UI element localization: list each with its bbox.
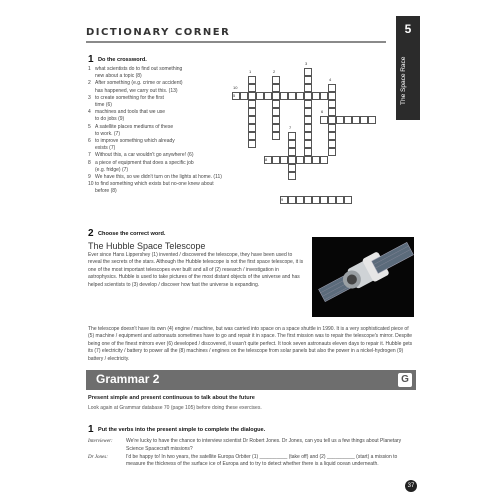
crossword-number: 5 bbox=[233, 93, 236, 98]
crossword-cell[interactable] bbox=[272, 108, 280, 116]
exercise-instruction: Put the verbs into the present simple to complete the dialogue. bbox=[98, 427, 266, 433]
clue-text: Without this, a car wouldn't go anywhere! (6) bbox=[95, 152, 194, 159]
crossword-cell[interactable] bbox=[248, 76, 256, 84]
crossword-cell[interactable] bbox=[328, 92, 336, 100]
clue-text: machines and tools that we use bbox=[95, 109, 166, 116]
crossword-cell[interactable] bbox=[368, 116, 376, 124]
clue-number: 6 bbox=[88, 138, 91, 145]
clue-text: a piece of equipment that does a specific job bbox=[95, 159, 194, 166]
crossword-cell[interactable] bbox=[304, 76, 312, 84]
clue-text: what scientists do to find out something bbox=[95, 66, 183, 72]
page-number: 37 bbox=[405, 480, 417, 492]
crossword-cell[interactable] bbox=[288, 132, 296, 140]
clue-number bbox=[88, 102, 95, 109]
crossword-cell[interactable] bbox=[344, 196, 352, 204]
crossword-cell[interactable] bbox=[336, 196, 344, 204]
crossword-cell[interactable] bbox=[272, 132, 280, 140]
clue-text: to work. (7) bbox=[95, 130, 121, 137]
crossword-cell[interactable] bbox=[272, 84, 280, 92]
clue-number: 9 bbox=[88, 174, 91, 181]
crossword-cell[interactable] bbox=[272, 76, 280, 84]
crossword-cell[interactable] bbox=[288, 172, 296, 180]
crossword-cell[interactable] bbox=[328, 124, 336, 132]
crossword-cell[interactable] bbox=[248, 84, 256, 92]
clue-item bbox=[88, 116, 223, 123]
crossword-cell[interactable] bbox=[328, 140, 336, 148]
crossword-cell[interactable] bbox=[272, 100, 280, 108]
crossword-cell[interactable] bbox=[328, 196, 336, 204]
crossword-cell[interactable] bbox=[288, 148, 296, 156]
crossword-cell[interactable] bbox=[272, 124, 280, 132]
clue-number: 7 bbox=[88, 152, 91, 159]
crossword-cell[interactable] bbox=[304, 84, 312, 92]
clue-item bbox=[88, 138, 223, 145]
crossword-cell[interactable] bbox=[312, 156, 320, 164]
clue-number: 4 bbox=[88, 109, 91, 116]
crossword-number: 4 bbox=[329, 77, 332, 82]
crossword-cell[interactable] bbox=[248, 100, 256, 108]
crossword-cell[interactable] bbox=[248, 108, 256, 116]
crossword-cell[interactable] bbox=[272, 92, 280, 100]
crossword-cell[interactable] bbox=[288, 164, 296, 172]
crossword-cell[interactable] bbox=[328, 132, 336, 140]
crossword-cell[interactable] bbox=[312, 196, 320, 204]
clue-number: 5 bbox=[88, 123, 91, 130]
crossword-cell[interactable] bbox=[304, 124, 312, 132]
clue-item bbox=[88, 124, 223, 131]
exercise-number: 1 bbox=[88, 424, 94, 435]
crossword-cell[interactable] bbox=[304, 100, 312, 108]
crossword-cell[interactable] bbox=[352, 116, 360, 124]
grammar-banner bbox=[86, 370, 416, 390]
crossword-cell[interactable] bbox=[328, 84, 336, 92]
clue-number: 10 bbox=[88, 181, 94, 188]
unit-number: 5 bbox=[404, 22, 412, 36]
crossword-cell[interactable] bbox=[248, 140, 256, 148]
section-title: DICTIONARY CORNER bbox=[86, 27, 231, 38]
crossword-cell[interactable] bbox=[328, 108, 336, 116]
crossword-cell[interactable] bbox=[304, 68, 312, 76]
clue-number bbox=[88, 131, 95, 138]
section-header bbox=[86, 25, 386, 43]
clue-number bbox=[88, 116, 95, 123]
clue-number: 2 bbox=[88, 80, 91, 87]
clue-item bbox=[88, 109, 223, 116]
clue-text: to do jobs (9) bbox=[95, 116, 125, 123]
crossword-cell[interactable] bbox=[320, 156, 328, 164]
crossword-number: 6 bbox=[321, 109, 324, 114]
speech-text: We're lucky to have the chance to interview scientist Dr Robert Jones. Dr Jones, can you tell us a few things about Planetary Science Spacecraft missions? bbox=[126, 438, 402, 452]
clue-text: exists (7) bbox=[95, 145, 116, 152]
clue-number bbox=[88, 73, 95, 80]
crossword-cell[interactable] bbox=[280, 156, 288, 164]
crossword-cell[interactable] bbox=[360, 116, 368, 124]
crossword-cell[interactable] bbox=[328, 148, 336, 156]
crossword-cell[interactable] bbox=[304, 196, 312, 204]
clue-item bbox=[88, 145, 223, 152]
crossword-cell[interactable] bbox=[328, 116, 336, 124]
crossword-cell[interactable] bbox=[248, 116, 256, 124]
crossword-cell[interactable] bbox=[288, 140, 296, 148]
crossword-cell[interactable] bbox=[320, 196, 328, 204]
crossword-cell[interactable] bbox=[312, 92, 320, 100]
crossword-number: 1 bbox=[249, 69, 252, 74]
clue-item bbox=[88, 66, 223, 73]
grammar-title: Grammar 2 bbox=[96, 372, 160, 386]
crossword-cell[interactable] bbox=[280, 92, 288, 100]
crossword-cell[interactable] bbox=[256, 92, 264, 100]
clue-number: 8 bbox=[88, 159, 91, 166]
article-paragraph: The telescope doesn't have its own (4) engine / machine, but was carried into space on a space shuttle in 1990. It is a very sophisticated piece of (5) machine / equipment and astronauts sometimes have to go and repair it in space. The first mission was to repair the telescope's mirror. Despite being one of the finest mirrors ever (6) developed / discovered, it wasn't quite perfect. It took seven astronauts eleven days to repair it. Hubble gets its (7) electricity / battery to power all the (8) machines / engines on the telescope from solar panels but also the power in a nickel-hydrogen (9) battery / electricity. bbox=[88, 326, 413, 362]
speaker-name: Interviewer: bbox=[88, 439, 113, 444]
clue-text: has happened, we carry out this. (13) bbox=[95, 87, 178, 94]
crossword-cell[interactable] bbox=[320, 116, 328, 124]
clue-item bbox=[88, 167, 223, 174]
crossword-cell[interactable] bbox=[248, 132, 256, 140]
crossword-number: 9 bbox=[281, 197, 284, 202]
unit-tab bbox=[396, 16, 420, 120]
unit-title: The Space Race bbox=[400, 56, 407, 106]
crossword-number: 2 bbox=[273, 69, 276, 74]
crossword-cell[interactable] bbox=[320, 92, 328, 100]
clue-item bbox=[88, 160, 223, 167]
crossword-cell[interactable] bbox=[248, 124, 256, 132]
clue-item bbox=[88, 102, 223, 109]
crossword-cell[interactable] bbox=[296, 196, 304, 204]
dialogue-line bbox=[88, 438, 418, 454]
clue-item bbox=[88, 73, 223, 80]
clue-number bbox=[88, 88, 95, 95]
clue-number bbox=[88, 145, 95, 152]
exercise-instruction: Choose the correct word. bbox=[98, 231, 166, 237]
crossword-cell[interactable] bbox=[336, 116, 344, 124]
crossword-number: 8 bbox=[265, 157, 268, 162]
clue-text: to improve something which already bbox=[95, 138, 175, 145]
crossword-number: 10 bbox=[233, 85, 238, 90]
clue-text: (e.g. fridge) (7) bbox=[95, 166, 129, 173]
crossword-grid bbox=[222, 60, 392, 210]
grammar-badge-icon: G bbox=[398, 373, 412, 387]
crossword-cell[interactable] bbox=[272, 116, 280, 124]
crossword-number: 3 bbox=[305, 61, 308, 66]
crossword-cell[interactable] bbox=[304, 116, 312, 124]
crossword-cell[interactable] bbox=[304, 108, 312, 116]
crossword-cell[interactable] bbox=[288, 156, 296, 164]
crossword-cell[interactable] bbox=[296, 156, 304, 164]
dialogue-line bbox=[88, 454, 418, 470]
clue-number bbox=[88, 167, 95, 174]
clue-text: A satellite places mediums of these bbox=[95, 123, 174, 130]
clue-item bbox=[88, 174, 223, 181]
clue-text: We have this, so we didn't turn on the lights at home. (11) bbox=[95, 174, 222, 181]
crossword-cell[interactable] bbox=[304, 156, 312, 164]
crossword-number: 7 bbox=[289, 125, 292, 130]
clue-item bbox=[88, 88, 223, 95]
crossword-cell[interactable] bbox=[344, 116, 352, 124]
article-title: The Hubble Space Telescope bbox=[88, 241, 206, 251]
clue-item bbox=[88, 95, 223, 102]
crossword-cell[interactable] bbox=[304, 132, 312, 140]
clue-text: new about a topic (8) bbox=[95, 73, 142, 80]
exercise-instruction: Do the crossword. bbox=[98, 57, 147, 63]
clue-text: time (6) bbox=[95, 102, 112, 109]
crossword-cell[interactable] bbox=[264, 92, 272, 100]
clue-item bbox=[88, 80, 223, 87]
crossword-cell[interactable] bbox=[240, 92, 248, 100]
clue-text: to create something for the first bbox=[95, 94, 164, 101]
hubble-telescope-photo bbox=[312, 237, 414, 317]
clue-text: After something (e.g. crime or accident) bbox=[95, 80, 183, 87]
grammar-note: Look again at Grammar database 70 (page 105) before doing these exercises. bbox=[88, 405, 262, 411]
crossword-cell[interactable] bbox=[272, 156, 280, 164]
crossword-cell[interactable] bbox=[304, 140, 312, 148]
clue-text: to find something which exists but no-one knew about before (8) bbox=[95, 181, 214, 195]
clue-item bbox=[88, 152, 223, 159]
crossword-cell[interactable] bbox=[288, 196, 296, 204]
speaker-name: Dr Jones: bbox=[88, 454, 108, 460]
dialogue bbox=[88, 438, 418, 469]
crossword-cell[interactable] bbox=[304, 148, 312, 156]
crossword-cell[interactable] bbox=[296, 92, 304, 100]
clue-item bbox=[88, 181, 223, 195]
speech-text: I'd be happy to! In two years, the satellite Europa Orbiter (1) __________ (take off) and (2) __________ (start) a mission to measure the thickness of the surface ice of Europa and to try to detect whether there is a liquid ocean underneath. bbox=[126, 453, 398, 468]
clue-list bbox=[88, 66, 223, 196]
crossword-cell[interactable] bbox=[304, 92, 312, 100]
article-paragraph: Ever since Hans Lippershey (1) invented / discovered the telescope, they have been used to reveal the secrets of the stars. Although the Hubble telescope is not the first space telescope, it is one of the most important telescopes ever built and all of (2) research / investigation in astrophysics. Hubble is used to take pictures of the most distant objects of the universe and has helped scientists to (3) develop / discover how fast the universe is expanding. bbox=[88, 252, 304, 288]
clue-number: 3 bbox=[88, 94, 91, 101]
exercise-number: 1 bbox=[88, 54, 94, 65]
clue-item bbox=[88, 131, 223, 138]
exercise-number: 2 bbox=[88, 228, 94, 239]
clue-number: 1 bbox=[88, 66, 91, 72]
crossword-cell[interactable] bbox=[288, 92, 296, 100]
crossword-cell[interactable] bbox=[328, 100, 336, 108]
grammar-subtitle: Present simple and present continuous to talk about the future bbox=[88, 395, 255, 401]
crossword-cell[interactable] bbox=[248, 92, 256, 100]
